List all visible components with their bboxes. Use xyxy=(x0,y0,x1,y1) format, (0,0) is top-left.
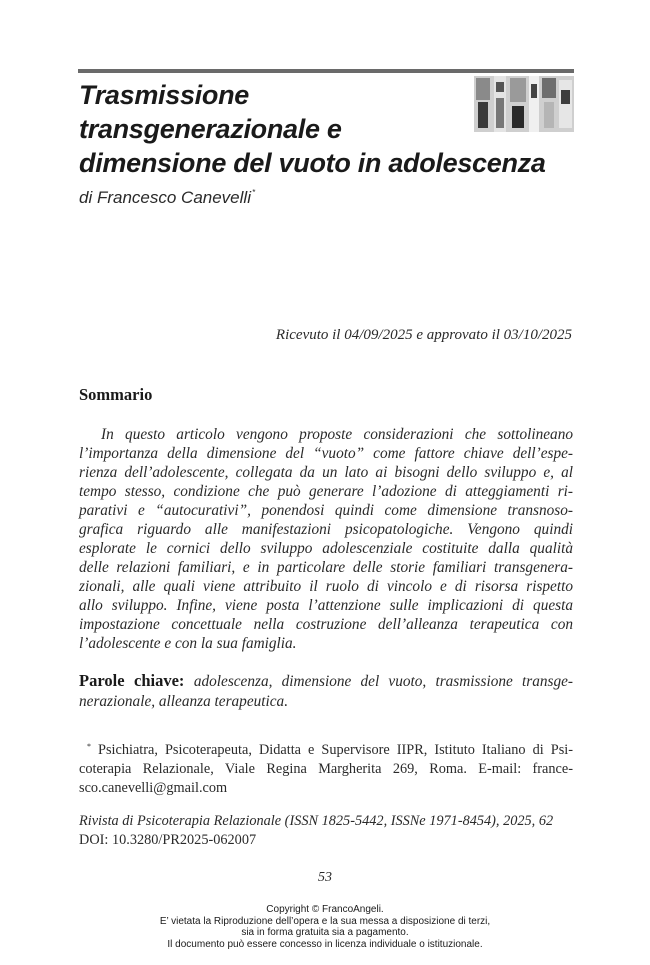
abstract-line: rienza dell’adolescente, collegata da un lato ai bisogni dello sviluppo e, al xyxy=(79,464,573,481)
page-number: 53 xyxy=(318,870,332,885)
abstract xyxy=(79,425,573,653)
journal-cover-thumbnail xyxy=(474,76,574,132)
author-footnote xyxy=(79,741,573,798)
keywords-text: nerazionale, alleanza terapeutica. xyxy=(79,693,289,710)
author-name: di Francesco Canevelli xyxy=(79,188,251,207)
footnote-line: Psichiatra, Psicoterapeuta, Didatta e Supervisore IIPR, Istituto Italiano di Psi- xyxy=(98,742,573,758)
title-line: transgenerazionale e xyxy=(79,114,342,144)
title-line: Trasmissione xyxy=(79,80,249,110)
keywords-line xyxy=(79,691,573,712)
abstract-line: esplorate le cornici dello sviluppo adolescenziale costituite dalla qualità xyxy=(79,540,573,557)
abstract-line: l’importanza della dimensione del “vuoto” come fattore chiave dell’espe- xyxy=(79,445,573,462)
author-footnote-mark: * xyxy=(251,188,256,197)
copyright-line: sia in forma gratuita sia a pagamento. xyxy=(241,927,409,938)
copyright-line: Il documento può essere concesso in licenza individuale o istituzionale. xyxy=(167,938,483,950)
footnote-line: sco.canevelli@gmail.com xyxy=(79,780,228,796)
journal-citation: Rivista di Psicoterapia Relazionale (ISSN 1825-5442, ISSNe 1971-8454), 2025, 62 xyxy=(79,813,554,829)
footnote-mark: * xyxy=(87,742,91,751)
title-line: dimensione del vuoto in adolescenza xyxy=(79,148,546,178)
abstract-line: l’adolescente e con la sua famiglia. xyxy=(79,635,297,652)
footnote-line: coterapia Relazionale, Viale Regina Margherita 269, Roma. E-mail: france- xyxy=(79,761,573,777)
abstract-line: delle relazioni familiari, e in particolare delle storie familiari transgenera- xyxy=(79,559,573,576)
abstract-line: impostazione concettuale nella costruzione dell’alleanza terapeutica con xyxy=(79,616,573,633)
abstract-line: zionali, alle quali viene attribuito il ruolo di vincolo e di risorsa rispetto xyxy=(79,578,573,595)
keywords xyxy=(79,670,573,712)
keywords-line xyxy=(79,670,573,691)
abstract-line: allo sviluppo. Infine, viene posta l’attenzione sulle implicazioni di questa xyxy=(79,597,573,614)
doi: DOI: 10.3280/PR2025-062007 xyxy=(79,832,257,848)
summary-heading: Sommario xyxy=(79,385,153,404)
abstract-line: grafica riguardo alle manifestazioni psicopatologiche. Vengono quindi xyxy=(79,521,573,538)
header-rule xyxy=(78,69,574,73)
author-line xyxy=(79,188,255,208)
abstract-line: parativi e “autocurativi”, ponendosi quindi come dimensione transnoso- xyxy=(79,502,573,519)
received-date: Ricevuto il 04/09/2025 e approvato il 03/10/2025 xyxy=(275,327,572,343)
abstract-line: In questo articolo vengono proposte considerazioni che sottolineano xyxy=(101,426,573,443)
copyright-line: Copyright © FrancoAngeli. xyxy=(266,904,384,915)
keywords-text: adolescenza, dimensione del vuoto, trasmissione transge- xyxy=(193,673,573,690)
keywords-label: Parole chiave: xyxy=(79,671,185,690)
abstract-line: tempo stesso, condizione che può generare l’adozione di atteggiamenti ri- xyxy=(79,483,573,500)
copyright-line: E’ vietata la Riproduzione dell’opera e la sua messa a disposizione di terzi, xyxy=(159,915,491,927)
copyright-notice xyxy=(0,904,650,950)
